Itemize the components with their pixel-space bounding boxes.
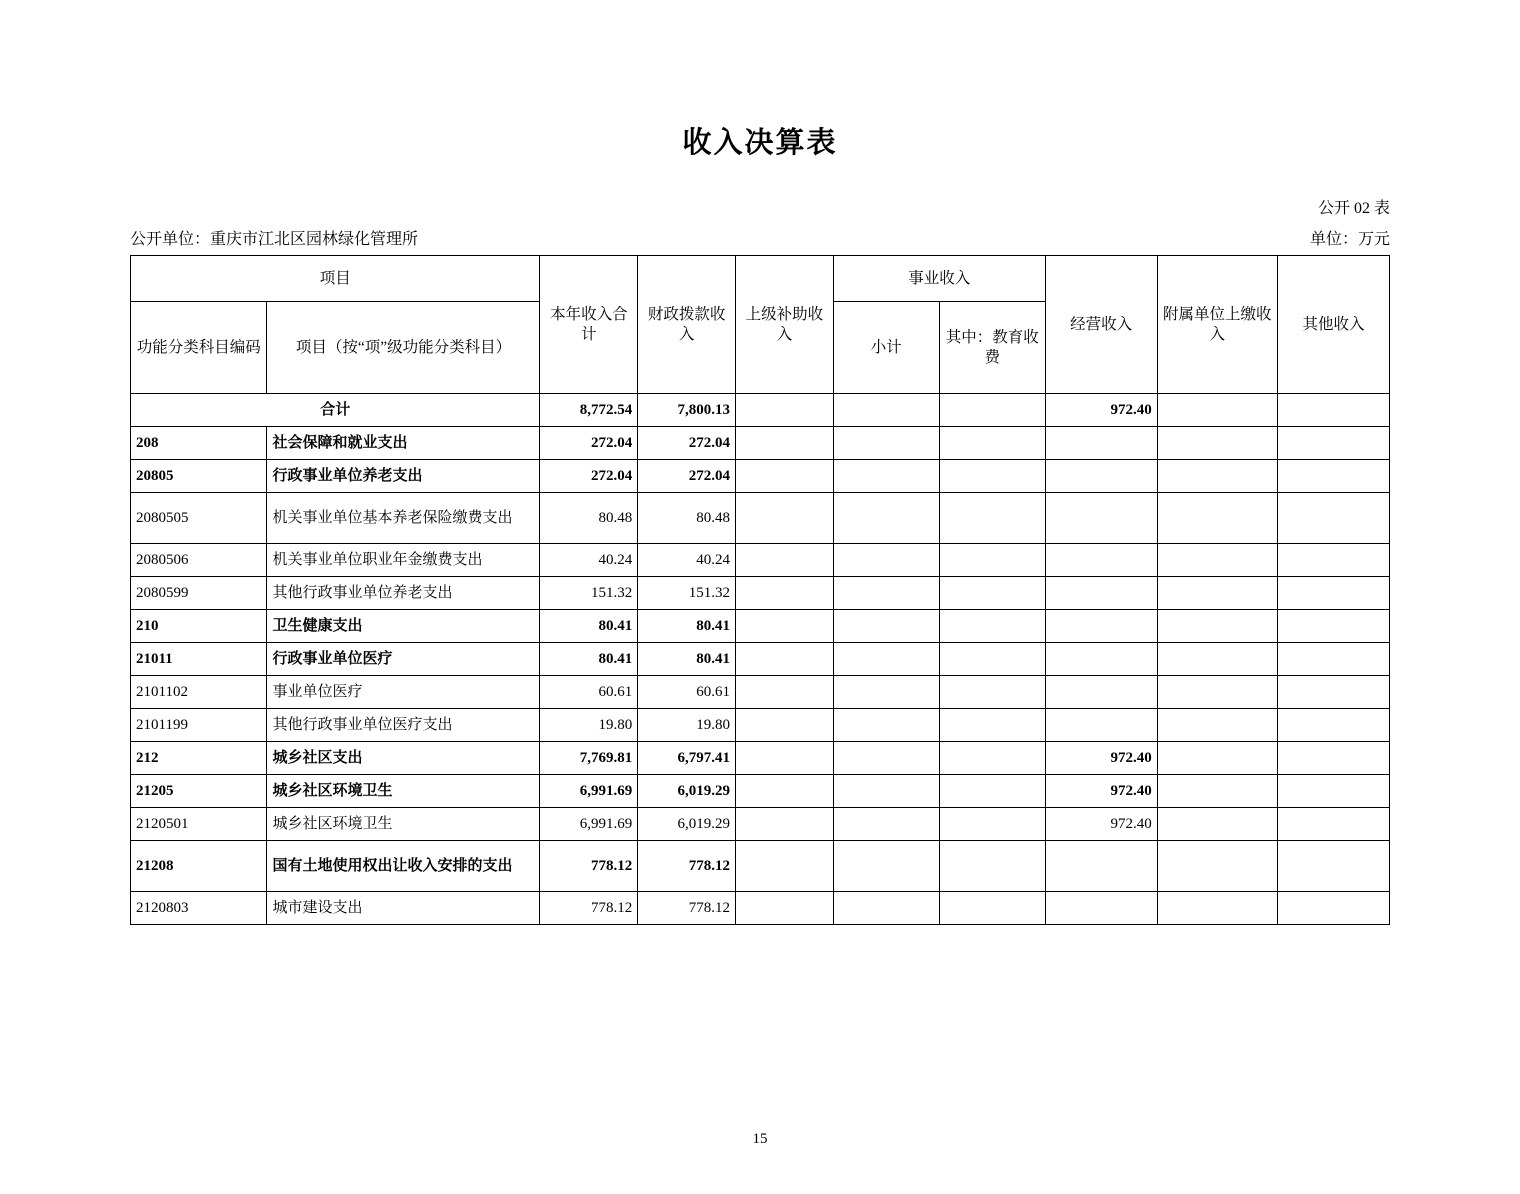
table-row bbox=[131, 808, 1390, 841]
row-other-income bbox=[1277, 460, 1389, 493]
row-other-income bbox=[1277, 493, 1389, 544]
row-operating-income bbox=[1045, 892, 1157, 925]
row-year-total: 80.41 bbox=[540, 610, 638, 643]
row-code: 2080599 bbox=[131, 577, 267, 610]
total-subtotal bbox=[833, 394, 939, 427]
row-operating-income bbox=[1045, 493, 1157, 544]
row-name: 事业单位医疗 bbox=[267, 676, 540, 709]
row-code: 2080505 bbox=[131, 493, 267, 544]
row-subtotal bbox=[833, 775, 939, 808]
header-affiliated-units: 附属单位上缴收入 bbox=[1157, 256, 1277, 394]
row-education-fee bbox=[939, 577, 1045, 610]
table-header-group-row bbox=[131, 256, 1390, 302]
row-subtotal bbox=[833, 676, 939, 709]
table-row bbox=[131, 610, 1390, 643]
row-year-total: 19.80 bbox=[540, 709, 638, 742]
header-year-total: 本年收入合计 bbox=[540, 256, 638, 394]
header-group-business-income: 事业收入 bbox=[833, 256, 1045, 302]
row-education-fee bbox=[939, 643, 1045, 676]
row-subtotal bbox=[833, 808, 939, 841]
row-other-income bbox=[1277, 610, 1389, 643]
row-name: 机关事业单位基本养老保险缴费支出 bbox=[267, 493, 540, 544]
total-operating-income: 972.40 bbox=[1045, 394, 1157, 427]
header-group-item: 项目 bbox=[131, 256, 540, 302]
row-operating-income bbox=[1045, 709, 1157, 742]
row-affiliated-units bbox=[1157, 742, 1277, 775]
table-row bbox=[131, 544, 1390, 577]
row-superior-subsidy bbox=[736, 643, 834, 676]
row-other-income bbox=[1277, 808, 1389, 841]
row-year-total: 272.04 bbox=[540, 427, 638, 460]
total-superior-subsidy bbox=[736, 394, 834, 427]
row-fiscal-appropriation: 778.12 bbox=[638, 892, 736, 925]
row-operating-income bbox=[1045, 841, 1157, 892]
row-subtotal bbox=[833, 577, 939, 610]
row-name: 社会保障和就业支出 bbox=[267, 427, 540, 460]
table-row bbox=[131, 676, 1390, 709]
row-fiscal-appropriation: 778.12 bbox=[638, 841, 736, 892]
row-other-income bbox=[1277, 775, 1389, 808]
row-education-fee bbox=[939, 892, 1045, 925]
row-operating-income bbox=[1045, 460, 1157, 493]
row-other-income bbox=[1277, 643, 1389, 676]
table-row bbox=[131, 709, 1390, 742]
row-code: 21208 bbox=[131, 841, 267, 892]
row-superior-subsidy bbox=[736, 709, 834, 742]
row-affiliated-units bbox=[1157, 841, 1277, 892]
row-affiliated-units bbox=[1157, 808, 1277, 841]
row-affiliated-units bbox=[1157, 610, 1277, 643]
row-code: 212 bbox=[131, 742, 267, 775]
table-row bbox=[131, 577, 1390, 610]
header-other-income: 其他收入 bbox=[1277, 256, 1389, 394]
row-subtotal bbox=[833, 544, 939, 577]
total-other-income bbox=[1277, 394, 1389, 427]
header-operating-income: 经营收入 bbox=[1045, 256, 1157, 394]
row-year-total: 80.41 bbox=[540, 643, 638, 676]
public-unit-label: 公开单位：重庆市江北区园林绿化管理所 bbox=[130, 231, 419, 248]
row-superior-subsidy bbox=[736, 892, 834, 925]
row-education-fee bbox=[939, 676, 1045, 709]
row-code: 2120803 bbox=[131, 892, 267, 925]
row-year-total: 151.32 bbox=[540, 577, 638, 610]
header-subtotal: 小计 bbox=[833, 302, 939, 394]
row-fiscal-appropriation: 60.61 bbox=[638, 676, 736, 709]
row-superior-subsidy bbox=[736, 808, 834, 841]
row-superior-subsidy bbox=[736, 460, 834, 493]
income-final-accounts-table bbox=[130, 255, 1390, 925]
row-subtotal bbox=[833, 427, 939, 460]
row-name: 其他行政事业单位养老支出 bbox=[267, 577, 540, 610]
row-operating-income bbox=[1045, 427, 1157, 460]
sheet-number: 公开 02 表 bbox=[1317, 200, 1390, 217]
row-affiliated-units bbox=[1157, 577, 1277, 610]
header-fiscal-appropriation: 财政拨款收入 bbox=[638, 256, 736, 394]
row-education-fee bbox=[939, 544, 1045, 577]
row-affiliated-units bbox=[1157, 460, 1277, 493]
row-subtotal bbox=[833, 643, 939, 676]
row-name: 其他行政事业单位医疗支出 bbox=[267, 709, 540, 742]
header-item-name: 项目（按“项”级功能分类科目） bbox=[267, 302, 540, 394]
row-fiscal-appropriation: 272.04 bbox=[638, 427, 736, 460]
row-code: 2101199 bbox=[131, 709, 267, 742]
row-other-income bbox=[1277, 544, 1389, 577]
row-year-total: 80.48 bbox=[540, 493, 638, 544]
row-fiscal-appropriation: 6,019.29 bbox=[638, 775, 736, 808]
row-education-fee bbox=[939, 742, 1045, 775]
total-education-fee bbox=[939, 394, 1045, 427]
row-affiliated-units bbox=[1157, 493, 1277, 544]
row-subtotal bbox=[833, 460, 939, 493]
row-education-fee bbox=[939, 610, 1045, 643]
row-education-fee bbox=[939, 841, 1045, 892]
row-superior-subsidy bbox=[736, 493, 834, 544]
row-superior-subsidy bbox=[736, 427, 834, 460]
row-subtotal bbox=[833, 892, 939, 925]
row-superior-subsidy bbox=[736, 742, 834, 775]
page-title: 收入决算表 bbox=[682, 127, 838, 159]
row-year-total: 778.12 bbox=[540, 892, 638, 925]
row-education-fee bbox=[939, 493, 1045, 544]
row-affiliated-units bbox=[1157, 892, 1277, 925]
row-superior-subsidy bbox=[736, 676, 834, 709]
row-superior-subsidy bbox=[736, 775, 834, 808]
row-name: 卫生健康支出 bbox=[267, 610, 540, 643]
row-code: 20805 bbox=[131, 460, 267, 493]
row-affiliated-units bbox=[1157, 427, 1277, 460]
row-affiliated-units bbox=[1157, 676, 1277, 709]
header-education-fee: 其中：教育收费 bbox=[939, 302, 1045, 394]
row-operating-income: 972.40 bbox=[1045, 742, 1157, 775]
row-affiliated-units bbox=[1157, 643, 1277, 676]
row-fiscal-appropriation: 80.41 bbox=[638, 643, 736, 676]
row-code: 2080506 bbox=[131, 544, 267, 577]
row-year-total: 7,769.81 bbox=[540, 742, 638, 775]
header-superior-subsidy: 上级补助收入 bbox=[736, 256, 834, 394]
row-other-income bbox=[1277, 892, 1389, 925]
row-code: 21205 bbox=[131, 775, 267, 808]
row-year-total: 272.04 bbox=[540, 460, 638, 493]
table-row bbox=[131, 892, 1390, 925]
table-row bbox=[131, 742, 1390, 775]
row-fiscal-appropriation: 19.80 bbox=[638, 709, 736, 742]
row-fiscal-appropriation: 80.41 bbox=[638, 610, 736, 643]
row-subtotal bbox=[833, 742, 939, 775]
row-operating-income bbox=[1045, 577, 1157, 610]
row-fiscal-appropriation: 6,797.41 bbox=[638, 742, 736, 775]
row-name: 城市建设支出 bbox=[267, 892, 540, 925]
row-operating-income bbox=[1045, 544, 1157, 577]
page-number: 15 bbox=[752, 1131, 768, 1147]
row-operating-income: 972.40 bbox=[1045, 775, 1157, 808]
total-fiscal-appropriation: 7,800.13 bbox=[638, 394, 736, 427]
row-code: 21011 bbox=[131, 643, 267, 676]
row-superior-subsidy bbox=[736, 841, 834, 892]
row-education-fee bbox=[939, 709, 1045, 742]
row-superior-subsidy bbox=[736, 577, 834, 610]
document-meta bbox=[130, 226, 1390, 249]
table-row bbox=[131, 427, 1390, 460]
row-operating-income bbox=[1045, 643, 1157, 676]
row-name: 城乡社区支出 bbox=[267, 742, 540, 775]
row-subtotal bbox=[833, 709, 939, 742]
row-code: 2101102 bbox=[131, 676, 267, 709]
amount-unit-label: 单位：万元 bbox=[1309, 231, 1390, 248]
row-affiliated-units bbox=[1157, 709, 1277, 742]
row-fiscal-appropriation: 40.24 bbox=[638, 544, 736, 577]
table-row-total bbox=[131, 394, 1390, 427]
row-fiscal-appropriation: 6,019.29 bbox=[638, 808, 736, 841]
row-other-income bbox=[1277, 577, 1389, 610]
row-education-fee bbox=[939, 775, 1045, 808]
row-education-fee bbox=[939, 460, 1045, 493]
row-fiscal-appropriation: 272.04 bbox=[638, 460, 736, 493]
row-name: 行政事业单位医疗 bbox=[267, 643, 540, 676]
row-year-total: 40.24 bbox=[540, 544, 638, 577]
row-subtotal bbox=[833, 493, 939, 544]
table-row bbox=[131, 775, 1390, 808]
row-year-total: 6,991.69 bbox=[540, 808, 638, 841]
row-affiliated-units bbox=[1157, 775, 1277, 808]
row-fiscal-appropriation: 151.32 bbox=[638, 577, 736, 610]
row-name: 国有土地使用权出让收入安排的支出 bbox=[267, 841, 540, 892]
row-operating-income bbox=[1045, 676, 1157, 709]
total-year-total: 8,772.54 bbox=[540, 394, 638, 427]
row-fiscal-appropriation: 80.48 bbox=[638, 493, 736, 544]
row-code: 208 bbox=[131, 427, 267, 460]
row-superior-subsidy bbox=[736, 544, 834, 577]
table-row bbox=[131, 493, 1390, 544]
row-affiliated-units bbox=[1157, 544, 1277, 577]
row-other-income bbox=[1277, 742, 1389, 775]
row-code: 2120501 bbox=[131, 808, 267, 841]
row-name: 城乡社区环境卫生 bbox=[267, 808, 540, 841]
row-other-income bbox=[1277, 841, 1389, 892]
row-subtotal bbox=[833, 610, 939, 643]
row-education-fee bbox=[939, 808, 1045, 841]
row-education-fee bbox=[939, 427, 1045, 460]
row-year-total: 60.61 bbox=[540, 676, 638, 709]
table-row bbox=[131, 643, 1390, 676]
row-superior-subsidy bbox=[736, 610, 834, 643]
row-subtotal bbox=[833, 841, 939, 892]
total-affiliated-units bbox=[1157, 394, 1277, 427]
table-body bbox=[131, 394, 1390, 925]
row-year-total: 6,991.69 bbox=[540, 775, 638, 808]
table-row bbox=[131, 841, 1390, 892]
row-name: 行政事业单位养老支出 bbox=[267, 460, 540, 493]
row-other-income bbox=[1277, 427, 1389, 460]
total-label: 合计 bbox=[131, 394, 540, 427]
row-other-income bbox=[1277, 676, 1389, 709]
row-name: 城乡社区环境卫生 bbox=[267, 775, 540, 808]
row-name: 机关事业单位职业年金缴费支出 bbox=[267, 544, 540, 577]
row-other-income bbox=[1277, 709, 1389, 742]
row-year-total: 778.12 bbox=[540, 841, 638, 892]
header-function-code: 功能分类科目编码 bbox=[131, 302, 267, 394]
table-row bbox=[131, 460, 1390, 493]
row-operating-income bbox=[1045, 610, 1157, 643]
document-page bbox=[0, 120, 1520, 1194]
row-operating-income: 972.40 bbox=[1045, 808, 1157, 841]
row-code: 210 bbox=[131, 610, 267, 643]
